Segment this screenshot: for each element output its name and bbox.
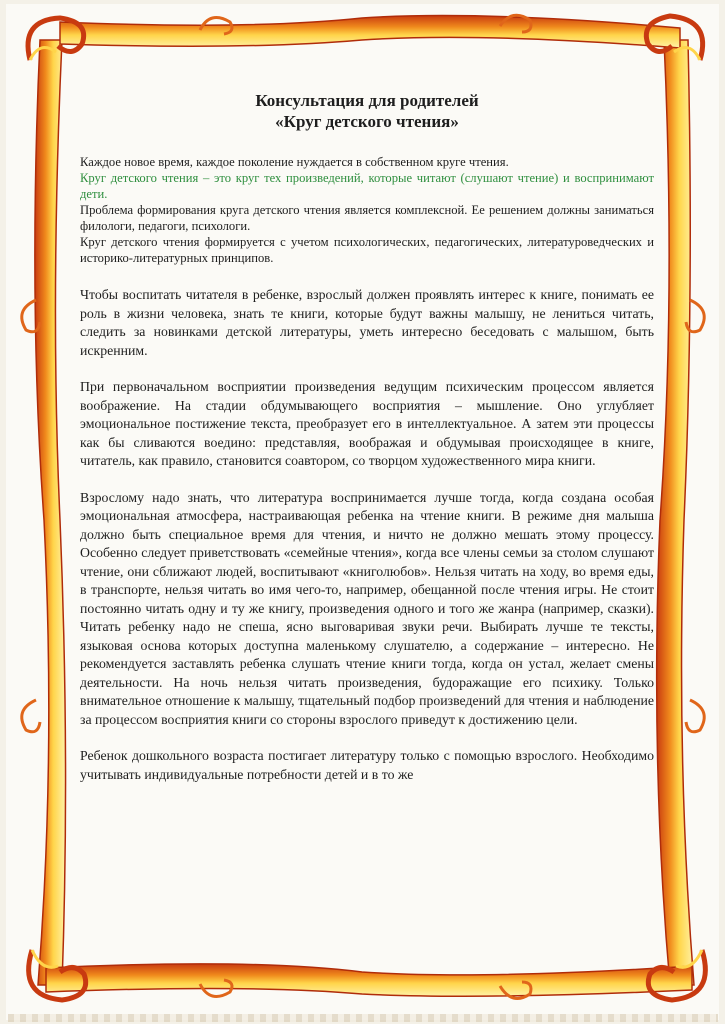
intro-line-4: Круг детского чтения формируется с учетом психологических, педагогических, литературоведческих и историко-литературных принципов. [80, 235, 654, 265]
intro-line-1: Каждое новое время, каждое поколение нуждается в собственном круге чтения. [80, 155, 509, 169]
page-title [80, 90, 654, 132]
document-content [80, 90, 654, 950]
body-text [80, 286, 654, 784]
paragraph-2: При первоначальном восприятии произведения ведущим психическим процессом является воображение. На стадии обдумывающего восприятия – мышление. Оно углубляет эмоциональное постижение текста, преобразует его в интеллектуальное. А затем эти процессы как бы сливаются воедино: представляя, воображая и обдумывая происходящее в книге, читатель, как правило, становится соавтором, со творцом художественного мира книги. [80, 379, 654, 468]
title-line-1: Консультация для родителей [255, 91, 479, 110]
frame-right-bar [657, 40, 694, 985]
paragraph-3: Взрослому надо знать, что литература воспринимается лучше тогда, когда создана особая эмоциональная атмосфера, настраивающая ребенка на чтение книги. В режиме дня малыша должно быть специальное время для чтения, и ничто не должно мешать этому процессу. Особенно следует приветствовать «семейные чтения», когда все члены семьи за столом слушают чтение, они сближают людей, воспитывают «книголюбов». Нельзя читать на ходу, во время еды, в транспорте, нельзя читать во имя чего-то, например, обещанной после чтения игры. Не стоит постоянно читать одну и ту же книгу, произведения одного и того же жанра (например, сказки). Читать ребенку надо не спеша, ясно выговаривая звуки речи. Выбирать лучше те тексты, языковая основа которых доступна маленькому слушателю, а содержание – интересно. Не рекомендуется заставлять ребенка слушать чтение книги тогда, когда он устал, желает смены деятельности. На ночь нельзя читать произведения, будоражащие его психику. Только внимательное отношение к малышу, тщательный подбор произведений для чтения и наблюдение за процессом восприятия книги со стороны взрослого приведут к достижению цели. [80, 489, 654, 727]
frame-top-bar [60, 16, 680, 48]
intro-block [80, 154, 654, 266]
paragraph-4: Ребенок дошкольного возраста постигает литературу только с помощью взрослого. Необходимо учитывать индивидуальные потребности детей и в то же [80, 748, 654, 782]
intro-definition: Круг детского чтения – это круг тех произведений, которые читают (слушают чтение) и воспринимают дети. [80, 171, 654, 201]
frame-bottom-bar [46, 964, 692, 996]
footer-strip [8, 1014, 718, 1022]
title-line-2: «Круг детского чтения» [275, 112, 459, 131]
intro-line-3: Проблема формирования круга детского чтения является комплексной. Ее решением должны заниматься филологи, педагоги, психологи. [80, 203, 654, 233]
frame-left-bar [35, 40, 66, 985]
paragraph-1: Чтобы воспитать читателя в ребенке, взрослый должен проявлять интерес к книге, понимать ее роль в жизни человека, знать те книги, которые будут важны малышу, не лениться читать, следить за новинками детской литературы, уметь интересно беседовать с малышом, быть искренним. [80, 287, 654, 358]
